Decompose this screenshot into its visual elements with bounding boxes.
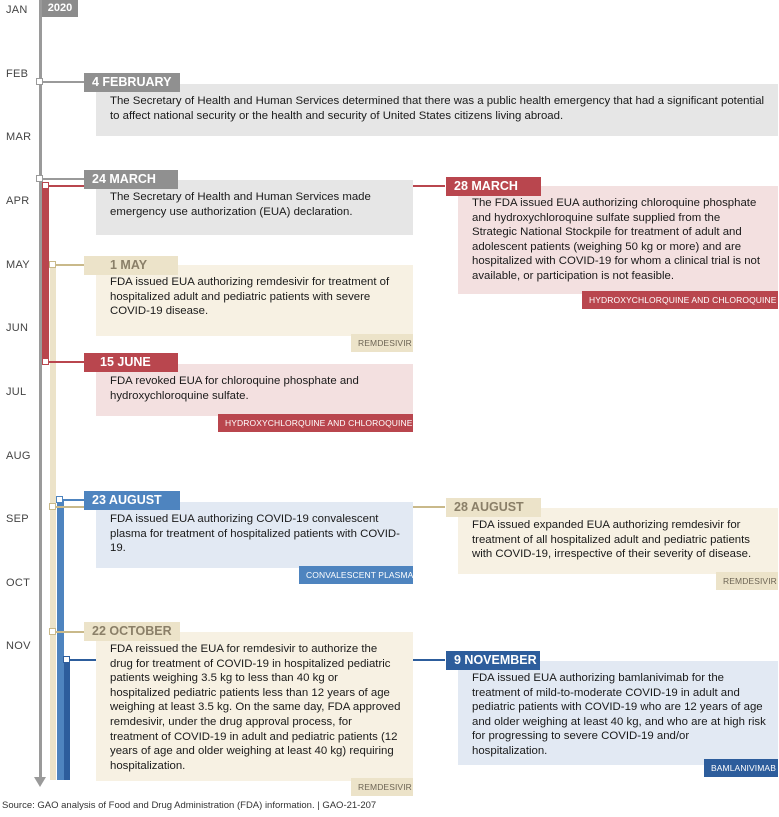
event-box-9-november <box>458 661 778 765</box>
connector-line <box>49 361 86 363</box>
timeline-axis <box>39 0 42 780</box>
connector-line <box>56 264 86 266</box>
month-label: SEP <box>6 513 29 525</box>
remdesivir-duration-bar <box>50 265 56 780</box>
month-label: FEB <box>6 68 29 80</box>
event-box-28-march <box>458 186 778 294</box>
event-date-28-march: 28 MARCH <box>446 177 541 196</box>
drug-tag: REMDESIVIR <box>351 334 413 352</box>
event-description: The FDA issued EUA authorizing chloroquine phosphate and hydroxychloroquine sulfate supplied from the Strategic National Stockpile for treatment of adult and adolescent patients (weighing 50 kg or more) and are hospitalized with COVID-19 for whom a clinical trial is not available, or participation is not feasible. <box>472 197 761 282</box>
timeline-node <box>63 656 70 663</box>
event-box-1-may <box>96 265 413 336</box>
event-date-23-august: 23 AUGUST <box>84 491 180 510</box>
event-description: FDA issued EUA authorizing COVID-19 convalescent plasma for treatment of hospitalized patients with COVID-19. <box>110 513 400 555</box>
connector-line <box>56 631 86 633</box>
event-description: The Secretary of Health and Human Services made emergency use authorization (EUA) declaration. <box>110 191 371 218</box>
month-label: JUL <box>6 386 27 398</box>
event-description: FDA revoked EUA for chloroquine phosphate and hydroxychloroquine sulfate. <box>110 375 359 402</box>
event-date-24-march: 24 MARCH <box>84 170 178 189</box>
drug-tag: HYDROXYCHLORQUINE AND CHLOROQUINE <box>582 291 778 309</box>
event-box-28-august <box>458 508 778 574</box>
timeline-arrow <box>34 777 46 787</box>
event-description: FDA issued EUA authorizing remdesivir for treatment of hospitalized adult and pediatric patients with severe COVID-19 disease. <box>110 276 390 318</box>
timeline-node <box>36 78 43 85</box>
event-description: FDA reissued the EUA for remdesivir to authorize the drug for treatment of COVID-19 in hospitalized pediatric patients weighing 3.5 kg to less than 40 kg or hospitalized pediatric patients less than 12 years of age weighing at least 3.5 kg. On the same day, FDA approved remdesivir, under the drug approval process, for treatment of COVID-19 in adult and pediatric patients (12 years of age and older weighing at least 40 kg) requiring hospitalization. <box>110 643 401 772</box>
event-description: FDA issued EUA authorizing bamlanivimab for the treatment of mild-to-moderate COVID-19 in adult and pediatric patients with COVID-19 who are 12 years of age and older weighing at least 40 kg, and who are at high risk for progressing to severe COVID-19 and/or hospitalization. <box>472 672 766 757</box>
drug-tag: CONVALESCENT PLASMA <box>299 566 413 584</box>
event-date-1-may: 1 MAY <box>84 256 178 275</box>
month-label: NOV <box>6 640 31 652</box>
event-box-4-february <box>96 84 778 136</box>
month-label: APR <box>6 195 30 207</box>
timeline-node <box>42 182 49 189</box>
event-date-4-february: 4 FEBRUARY <box>84 73 180 92</box>
timeline-node <box>49 261 56 268</box>
event-description: The Secretary of Health and Human Services determined that there was a public health emergency that had a significant potential to affect national security or the health and security of United States citizens living abroad. <box>110 95 765 122</box>
timeline-node <box>36 175 43 182</box>
source-note: Source: GAO analysis of Food and Drug Administration (FDA) information. | GAO-21-207 <box>2 800 377 811</box>
event-date-22-october: 22 OCTOBER <box>84 622 180 641</box>
drug-tag: REMDESIVIR <box>716 572 778 590</box>
drug-tag: REMDESIVIR <box>351 778 413 796</box>
event-box-23-august <box>96 502 413 568</box>
month-label: OCT <box>6 577 31 589</box>
connector-line <box>42 81 86 83</box>
connector-line <box>63 499 86 501</box>
event-description: FDA issued expanded EUA authorizing remdesivir for treatment of all hospitalized adult and pediatric patients with COVID-19, irrespective of their severity of disease. <box>472 519 752 561</box>
bamlanivimab-duration-bar <box>64 660 70 780</box>
timeline-node <box>42 358 49 365</box>
month-label: JAN <box>6 4 28 16</box>
hcq-duration-bar <box>42 182 49 362</box>
month-label: MAR <box>6 131 32 143</box>
drug-tag: BAMLANIVIMAB <box>704 759 778 777</box>
drug-tag: HYDROXYCHLORQUINE AND CHLOROQUINE <box>218 414 413 432</box>
event-box-22-october <box>96 632 413 781</box>
event-date-15-june: 15 JUNE <box>84 353 178 372</box>
event-date-28-august: 28 AUGUST <box>446 498 541 517</box>
month-label: AUG <box>6 450 31 462</box>
timeline-node <box>49 628 56 635</box>
timeline-node <box>49 503 56 510</box>
plasma-duration-bar <box>57 500 64 780</box>
event-date-9-november: 9 NOVEMBER <box>446 651 540 670</box>
connector-line <box>42 178 86 180</box>
timeline-node <box>56 496 63 503</box>
year-label: 2020 <box>42 0 78 17</box>
month-label: JUN <box>6 322 29 334</box>
month-label: MAY <box>6 259 30 271</box>
